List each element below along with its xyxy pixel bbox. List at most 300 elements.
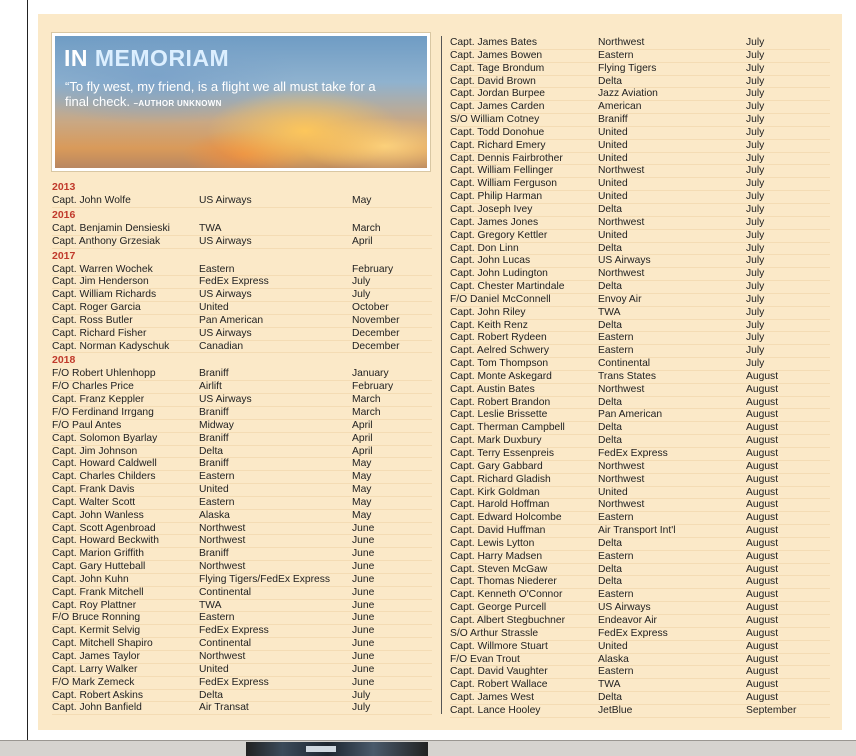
entry-name: Capt. John Banfield: [52, 702, 142, 714]
entry-name: Capt. Solomon Byarlay: [52, 432, 158, 444]
memorial-entry-row: [450, 281, 830, 294]
memorial-entry-row: [52, 625, 432, 638]
entry-month: December: [352, 340, 400, 352]
memorial-entry-row: [450, 538, 830, 551]
entry-month: May: [352, 471, 372, 483]
entry-month: August: [746, 525, 779, 537]
entry-month: June: [352, 663, 375, 675]
entry-airline: Air Transat: [199, 702, 249, 714]
entry-month: August: [746, 448, 779, 459]
entry-month: May: [352, 195, 372, 206]
entry-name: S/O Arthur Strassle: [450, 627, 539, 639]
memorial-entry-row: [450, 602, 830, 615]
entry-month: July: [746, 152, 765, 164]
entry-name: Capt. Anthony Grzesiak: [52, 235, 161, 247]
entry-name: Capt. John Ludington: [450, 268, 548, 280]
entry-name: Capt. Walter Scott: [52, 496, 136, 508]
memorial-entry-row: [450, 576, 830, 589]
memorial-entry-row: [52, 276, 432, 289]
entry-name: Capt. David Brown: [450, 75, 536, 87]
memorial-entry-row: [450, 153, 830, 166]
memorial-entry-row: [450, 474, 830, 487]
entry-month: May: [352, 484, 372, 496]
entry-month: December: [352, 327, 400, 339]
year-heading-2013: 2013: [52, 181, 76, 193]
entry-name: Capt. Dennis Fairbrother: [450, 152, 563, 164]
entry-month: September: [746, 704, 797, 716]
entry-name: Capt. Chester Martindale: [450, 281, 565, 293]
entry-month: July: [746, 101, 765, 113]
memorial-entry-row: [450, 641, 830, 654]
entry-airline: TWA: [199, 222, 222, 234]
entry-airline: US Airways: [199, 195, 252, 206]
memorial-entry-row: [450, 268, 830, 281]
entry-month: August: [746, 589, 779, 601]
entry-month: August: [746, 537, 779, 549]
entry-airline: TWA: [199, 599, 222, 611]
entry-airline: US Airways: [199, 327, 252, 339]
memorial-entry-row: [450, 50, 830, 63]
entry-airline: Braniff: [199, 406, 229, 418]
memorial-entry-row: [450, 666, 830, 679]
entry-month: July: [746, 49, 765, 61]
entry-name: Capt. Mitchell Shapiro: [52, 638, 153, 650]
entry-airline: Eastern: [598, 550, 634, 562]
memorial-list-right: [450, 37, 830, 718]
entry-airline: Northwest: [598, 499, 645, 511]
entry-name: Capt. Jordan Burpee: [450, 88, 546, 100]
memorial-entry-row: [450, 435, 830, 448]
entry-airline: Pan American: [598, 409, 663, 421]
entry-airline: United: [598, 178, 628, 190]
memoriam-banner: [52, 33, 430, 171]
entry-airline: Eastern: [199, 263, 235, 275]
entry-airline: US Airways: [598, 255, 651, 267]
year-heading-2018: 2018: [52, 354, 76, 367]
entry-month: July: [746, 293, 765, 305]
entry-month: August: [746, 473, 779, 485]
memorial-entry-row: [450, 165, 830, 178]
memorial-entry-row: [52, 328, 432, 341]
entry-airline: Northwest: [598, 383, 645, 395]
banner-title-in: IN: [64, 45, 88, 71]
memorial-entry-row: [52, 223, 432, 236]
entry-name: Capt. Kirk Goldman: [450, 486, 540, 498]
memorial-entry-row: [450, 654, 830, 667]
entry-month: May: [352, 496, 372, 508]
entry-name: Capt. Robert Brandon: [450, 396, 551, 408]
entry-name: Capt. Howard Beckwith: [52, 535, 160, 547]
entry-airline: Delta: [598, 203, 623, 215]
memorial-entry-row: [450, 230, 830, 243]
memorial-entry-row: [450, 422, 830, 435]
entry-name: Capt. Harry Madsen: [450, 550, 543, 562]
entry-name: F/O Bruce Ronning: [52, 612, 141, 624]
entry-name: Capt. Richard Emery: [450, 139, 546, 151]
memorial-entry-row: [52, 368, 432, 381]
memorial-entry-row: [450, 37, 830, 50]
entry-month: April: [352, 445, 373, 457]
memorial-entry-row: [52, 484, 432, 497]
memorial-entry-row: [52, 510, 432, 523]
entry-airline: Air Transport Int'l: [598, 525, 676, 537]
entry-name: F/O Charles Price: [52, 381, 134, 393]
entry-month: July: [746, 88, 765, 100]
entry-name: Capt. Todd Donohue: [450, 126, 545, 138]
entry-name: Capt. Charles Childers: [52, 471, 156, 483]
entry-name: Capt. Tom Thompson: [450, 358, 549, 370]
entry-name: Capt. Keith Renz: [450, 319, 528, 331]
entry-month: April: [352, 419, 373, 431]
memorial-entry-row: [52, 690, 432, 703]
entry-airline: Midway: [199, 419, 234, 431]
entry-airline: FedEx Express: [598, 448, 668, 459]
entry-airline: Braniff: [199, 458, 229, 470]
entry-month: August: [746, 396, 779, 408]
entry-airline: Alaska: [199, 509, 230, 521]
memorial-entry-row: [450, 589, 830, 602]
entry-airline: Braniff: [199, 368, 229, 380]
memorial-entry-row: [52, 471, 432, 484]
memorial-entry-row: [450, 140, 830, 153]
entry-name: F/O Paul Antes: [52, 419, 122, 431]
memorial-entry-row: [52, 638, 432, 651]
entry-name: Capt. Roger Garcia: [52, 302, 141, 314]
entry-airline: Northwest: [598, 460, 645, 472]
entry-name: Capt. Aelred Schwery: [450, 345, 550, 357]
entry-month: June: [352, 638, 375, 650]
entry-airline: TWA: [598, 679, 621, 691]
entry-month: July: [746, 358, 765, 370]
entry-name: Capt. Gary Hutteball: [52, 561, 146, 573]
next-page-strip: [0, 740, 856, 756]
memorial-entry-row: [450, 512, 830, 525]
memorial-entry-row: [450, 255, 830, 268]
memorial-entry-row: [52, 523, 432, 536]
entry-name: Capt. Richard Fisher: [52, 327, 147, 339]
entry-month: July: [352, 289, 371, 301]
entry-airline: Braniff: [598, 114, 628, 126]
entry-month: April: [352, 235, 373, 247]
entry-month: March: [352, 394, 381, 406]
column-divider: [441, 36, 442, 714]
memorial-entry-row: [450, 127, 830, 140]
entry-name: Capt. Ross Butler: [52, 314, 133, 326]
memorial-entry-row: [450, 88, 830, 101]
entry-month: July: [746, 229, 765, 241]
entry-month: August: [746, 653, 779, 665]
entry-airline: American: [598, 101, 642, 113]
entry-name: Capt. Marion Griffith: [52, 548, 144, 560]
memorial-entry-row: [52, 394, 432, 407]
memorial-entry-row: [52, 587, 432, 600]
entry-name: Capt. James Bowen: [450, 49, 543, 61]
entry-month: August: [746, 383, 779, 395]
entry-airline: Eastern: [199, 471, 235, 483]
memorial-entry-row: [52, 264, 432, 277]
entry-month: July: [746, 242, 765, 254]
entry-month: February: [352, 381, 394, 393]
entry-airline: United: [598, 191, 628, 203]
entry-airline: US Airways: [598, 602, 651, 614]
memorial-entry-row: [52, 407, 432, 420]
banner-title: [64, 45, 229, 72]
entry-airline: Northwest: [598, 473, 645, 485]
entry-airline: Delta: [598, 435, 623, 447]
entry-name: Capt. Jim Henderson: [52, 276, 149, 288]
memorial-entry-row: [450, 358, 830, 371]
memorial-entry-row: [450, 525, 830, 538]
entry-month: July: [746, 332, 765, 344]
entry-airline: Northwest: [199, 651, 246, 662]
entry-month: August: [746, 435, 779, 447]
entry-name: F/O Daniel McConnell: [450, 293, 551, 305]
entry-month: August: [746, 499, 779, 511]
memorial-entry-row: [450, 114, 830, 127]
memorial-entry-row: [450, 397, 830, 410]
entry-month: August: [746, 614, 779, 626]
memorial-entry-row: [450, 63, 830, 76]
entry-name: Capt. John Lucas: [450, 255, 531, 267]
entry-month: July: [746, 114, 765, 126]
entry-name: Capt. Gregory Kettler: [450, 229, 548, 241]
entry-month: June: [352, 561, 375, 573]
memorial-entry-row: [52, 612, 432, 625]
entry-month: August: [746, 550, 779, 562]
entry-month: July: [746, 255, 765, 267]
entry-airline: Northwest: [598, 216, 645, 228]
memorial-entry-row: [52, 600, 432, 613]
memorial-entry-row: [52, 381, 432, 394]
entry-airline: Delta: [598, 576, 623, 588]
entry-airline: Delta: [598, 242, 623, 254]
entry-name: Capt. Austin Bates: [450, 383, 535, 395]
entry-name: Capt. James Jones: [450, 216, 539, 228]
entry-name: Capt. Jim Johnson: [52, 445, 138, 457]
memorial-entry-row: [52, 302, 432, 315]
entry-airline: Delta: [598, 75, 623, 87]
entry-month: August: [746, 679, 779, 691]
entry-name: Capt. George Purcell: [450, 602, 547, 614]
memorial-entry-row: [450, 615, 830, 628]
memorial-entry-row: [450, 705, 830, 718]
entry-month: March: [352, 222, 381, 234]
entry-airline: US Airways: [199, 289, 252, 301]
entry-airline: United: [598, 126, 628, 138]
memorial-entry-row: [52, 651, 432, 664]
entry-name: Capt. Benjamin Densieski: [52, 222, 170, 234]
entry-month: July: [746, 306, 765, 318]
next-page-photo-edge: [246, 742, 428, 756]
page-bottom-rule: [0, 740, 856, 741]
entry-name: Capt. Thomas Niederer: [450, 576, 557, 588]
entry-month: August: [746, 370, 779, 382]
memorial-entry-row: [52, 497, 432, 510]
entry-airline: Northwest: [199, 535, 246, 547]
entry-month: August: [746, 486, 779, 498]
entry-airline: Delta: [199, 689, 224, 701]
entry-name: Capt. James West: [450, 692, 534, 704]
entry-name: Capt. Norman Kadyschuk: [52, 340, 170, 352]
entry-airline: Eastern: [199, 496, 235, 508]
entry-name: Capt. Kenneth O'Connor: [450, 589, 563, 601]
entry-name: Capt. Roy Plattner: [52, 599, 137, 611]
entry-month: June: [352, 651, 375, 662]
entry-airline: Alaska: [598, 653, 629, 665]
entry-name: Capt. Steven McGaw: [450, 563, 548, 575]
entry-airline: FedEx Express: [598, 627, 668, 639]
entry-airline: FedEx Express: [199, 625, 269, 637]
entry-airline: Northwest: [598, 37, 645, 48]
entry-name: Capt. John Riley: [450, 306, 526, 318]
entry-airline: Jazz Aviation: [598, 88, 658, 100]
entry-name: Capt. Lewis Lytton: [450, 537, 535, 549]
entry-month: June: [352, 573, 375, 585]
entry-month: July: [746, 345, 765, 357]
entry-airline: Northwest: [598, 268, 645, 280]
entry-name: Capt. Tage Brondum: [450, 62, 545, 74]
entry-name: Capt. David Vaughter: [450, 666, 548, 678]
entry-name: Capt. Kermit Selvig: [52, 625, 141, 637]
memorial-entry-row: [52, 574, 432, 587]
year-heading-2017: 2017: [52, 249, 76, 262]
entry-airline: Continental: [598, 358, 651, 370]
entry-name: Capt. James Carden: [450, 101, 545, 113]
memorial-entry-row: [450, 628, 830, 641]
entry-month: August: [746, 640, 779, 652]
memorial-entry-row: [52, 289, 432, 302]
banner-quote-author: –AUTHOR UNKNOWN: [133, 99, 222, 108]
entry-airline: United: [199, 484, 229, 496]
memorial-entry-row: [52, 420, 432, 433]
entry-month: June: [352, 612, 375, 624]
entry-name: Capt. Richard Gladish: [450, 473, 551, 485]
entry-month: July: [746, 203, 765, 215]
entry-airline: FedEx Express: [199, 276, 269, 288]
entry-airline: Braniff: [199, 548, 229, 560]
memorial-entry-row: [450, 320, 830, 333]
entry-airline: Airlift: [199, 381, 222, 393]
entry-airline: Continental: [199, 638, 252, 650]
entry-month: August: [746, 512, 779, 524]
entry-month: August: [746, 563, 779, 575]
memorial-entry-row: [450, 384, 830, 397]
entry-name: Capt. Leslie Brissette: [450, 409, 548, 421]
entry-airline: JetBlue: [598, 704, 633, 716]
banner-title-memoriam: MEMORIAM: [94, 45, 230, 71]
entry-airline: Pan American: [199, 314, 264, 326]
memorial-list-left: [52, 180, 432, 715]
entry-airline: Braniff: [199, 432, 229, 444]
entry-month: May: [352, 509, 372, 521]
entry-month: June: [352, 535, 375, 547]
memorial-entry-row: [450, 307, 830, 320]
entry-airline: Northwest: [199, 522, 246, 534]
entry-name: Capt. Willmore Stuart: [450, 640, 548, 652]
memorial-entry-row: [450, 487, 830, 500]
entry-name: Capt. Therman Campbell: [450, 422, 565, 434]
entry-month: March: [352, 406, 381, 418]
memorial-entry-row: [52, 677, 432, 690]
entry-month: June: [352, 625, 375, 637]
entry-name: Capt. David Huffman: [450, 525, 546, 537]
entry-name: Capt. Philip Harman: [450, 191, 543, 203]
entry-airline: Delta: [598, 422, 623, 434]
entry-month: July: [746, 216, 765, 228]
entry-airline: United: [598, 152, 628, 164]
entry-month: June: [352, 522, 375, 534]
year-heading-2016: 2016: [52, 208, 76, 221]
entry-airline: Eastern: [598, 512, 634, 524]
entry-name: Capt. John Wanless: [52, 509, 144, 521]
memorial-entry-row: [450, 76, 830, 89]
entry-month: July: [746, 165, 765, 177]
memorial-entry-row: [450, 448, 830, 461]
entry-name: Capt. Joseph Ivey: [450, 203, 533, 215]
memorial-entry-row: [450, 332, 830, 345]
entry-month: August: [746, 692, 779, 704]
memorial-entry-row: [450, 371, 830, 384]
entry-airline: Delta: [598, 537, 623, 549]
entry-airline: Delta: [199, 445, 224, 457]
entry-month: October: [352, 302, 389, 314]
entry-airline: Eastern: [598, 345, 634, 357]
entry-name: Capt. John Kuhn: [52, 573, 129, 585]
entry-name: Capt. William Fellinger: [450, 165, 553, 177]
memorial-entry-row: [450, 551, 830, 564]
entry-month: January: [352, 368, 389, 380]
entry-name: Capt. Frank Mitchell: [52, 586, 144, 598]
memorial-entry-row: [450, 294, 830, 307]
entry-airline: Northwest: [598, 165, 645, 177]
entry-name: Capt. Albert Stegbuchner: [450, 614, 566, 626]
entry-month: July: [746, 126, 765, 138]
entry-month: July: [746, 281, 765, 293]
entry-name: Capt. Lance Hooley: [450, 704, 541, 716]
entry-airline: Delta: [598, 563, 623, 575]
entry-month: August: [746, 422, 779, 434]
memorial-entry-row: [52, 433, 432, 446]
entry-name: Capt. Howard Caldwell: [52, 458, 157, 470]
entry-name: Capt. Terry Essenpreis: [450, 448, 554, 459]
entry-airline: Flying Tigers: [598, 62, 657, 74]
entry-airline: Eastern: [199, 612, 235, 624]
memorial-entry-row: [450, 217, 830, 230]
entry-month: July: [746, 319, 765, 331]
memorial-entry-row: [450, 243, 830, 256]
entry-month: June: [352, 586, 375, 598]
entry-month: July: [746, 191, 765, 203]
entry-airline: Delta: [598, 281, 623, 293]
entry-name: Capt. William Richards: [52, 289, 157, 301]
entry-airline: Eastern: [598, 49, 634, 61]
entry-month: June: [352, 676, 375, 688]
entry-name: Capt. Robert Wallace: [450, 679, 548, 691]
memorial-entry-row: [450, 564, 830, 577]
memorial-entry-row: [52, 664, 432, 677]
entry-month: April: [352, 432, 373, 444]
entry-name: Capt. Warren Wochek: [52, 263, 153, 275]
entry-month: July: [352, 276, 371, 288]
entry-month: August: [746, 627, 779, 639]
entry-month: May: [352, 458, 372, 470]
entry-airline: Flying Tigers/FedEx Express: [199, 573, 331, 585]
entry-airline: FedEx Express: [199, 676, 269, 688]
entry-airline: Envoy Air: [598, 293, 642, 305]
entry-name: F/O Evan Trout: [450, 653, 520, 665]
entry-name: Capt. Frank Davis: [52, 484, 135, 496]
memorial-entry-row: [450, 345, 830, 358]
